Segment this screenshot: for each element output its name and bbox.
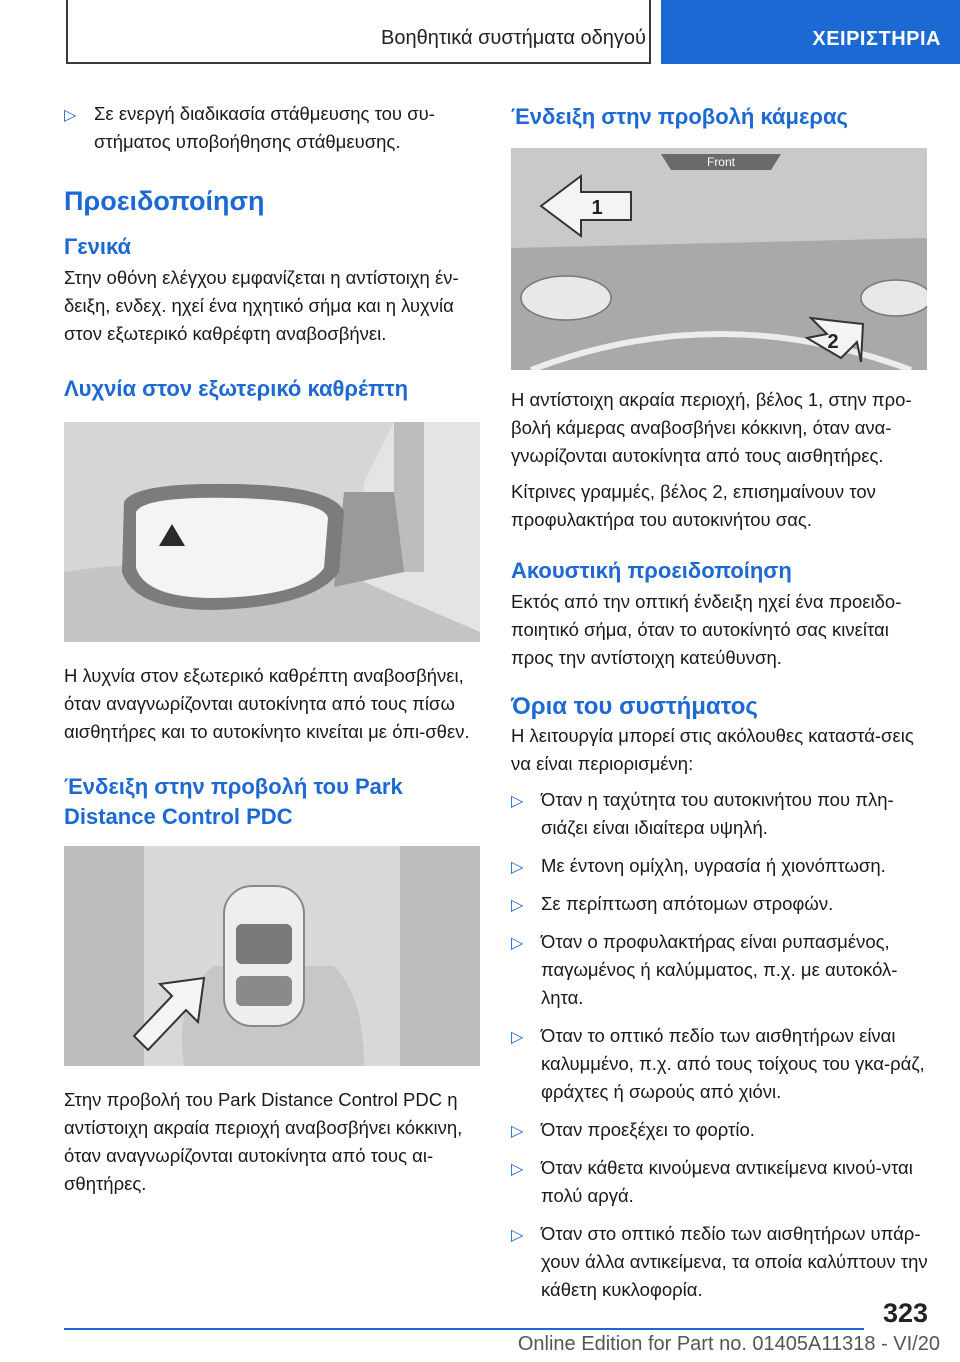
arrow-1-label: 1: [591, 197, 603, 219]
page-number: 323: [882, 1298, 928, 1328]
triangle-bullet-icon: ▷: [64, 107, 77, 124]
triangle-bullet-icon: ▷: [511, 793, 524, 810]
paragraph-pdc: Στην προβολή του Park Distance Control PDC η αντίστοιχη ακραία περιοχή αναβοσβήνει κόκκινη, όταν αναγνωρίζονται αυτοκίνητα από τους αι-σθητήρες.: [64, 1089, 463, 1194]
pdc-illustration: [64, 846, 480, 1066]
triangle-bullet-icon: ▷: [511, 897, 524, 914]
list-item: ▷ Όταν προεξέχει το φορτίο.: [511, 1116, 931, 1144]
arrow-2-label: 2: [827, 331, 839, 353]
paragraph-acoustic: Εκτός από την οπτική ένδειξη ηχεί ένα προειδο-ποιητικό σήμα, όταν το αυτοκίνητό σας κινείται προς την αντίστοιχη κατεύθυνση.: [511, 591, 902, 668]
section-title: Βοηθητικά συστήματα οδηγού: [381, 27, 646, 49]
paragraph-general: Στην οθόνη ελέγχου εμφανίζεται η αντίστοιχη έν-δειξη, ενδεχ. ηχεί ένα ηχητικό σήμα και η λυχνία στον εξωτερικό καθρέφτη αναβοσβήνει.: [64, 267, 459, 344]
paragraph-limits: Η λειτουργία μπορεί στις ακόλουθες καταστά-σεις να είναι περιορισμένη:: [511, 725, 914, 774]
paragraph-camera-1: Η αντίστοιχη ακραία περιοχή, βέλος 1, στην προ-βολή κάμερας αναβοσβήνει κόκκινη, όταν ανα-γνωρίζονται αυτοκίνητα από τους αισθητήρες.: [511, 389, 912, 466]
list-item: ▷ Όταν το οπτικό πεδίο των αισθητήρων είναι καλυμμένο, π.χ. από τους τοίχους του γκα-ράζ, φράχτες ή σωρούς από χιόνι.: [511, 1025, 925, 1102]
heading-camera: Ένδειξη στην προβολή κάμερας: [511, 104, 848, 129]
triangle-bullet-icon: ▷: [511, 1161, 524, 1178]
camera-illustration: [511, 148, 927, 370]
list-item: ▷ Σε ενεργή διαδικασία στάθμευσης του συ-στήματος υποβοήθησης στάθμευσης.: [64, 103, 435, 152]
triangle-bullet-icon: ▷: [511, 935, 524, 952]
heading-limits: Όρια του συστήματος: [511, 693, 758, 720]
triangle-bullet-icon: ▷: [511, 1029, 524, 1046]
heading-mirror-light: Λυχνία στον εξωτερικό καθρέπτη: [64, 376, 409, 401]
edition-text: Online Edition for Part no. 01405A11318 - VI/20: [517, 1333, 940, 1355]
paragraph-camera-2: Κίτρινες γραμμές, βέλος 2, επισημαίνουν τον προφυλακτήρα του αυτοκινήτου σας.: [511, 481, 876, 530]
list-item: ▷ Με έντονη ομίχλη, υγρασία ή χιονόπτωση.: [511, 852, 931, 880]
triangle-bullet-icon: ▷: [511, 859, 524, 876]
mirror-illustration: [64, 422, 480, 642]
heading-pdc: Ένδειξη στην προβολή του Park Distance Control PDC: [64, 774, 403, 829]
list-item: ▷ Όταν η ταχύτητα του αυτοκινήτου που πλη-σιάζει είναι ιδιαίτερα υψηλή.: [511, 789, 894, 838]
camera-front-label: Front: [706, 155, 736, 169]
triangle-bullet-icon: ▷: [511, 1227, 524, 1244]
heading-acoustic: Ακουστική προειδοποίηση: [511, 558, 792, 583]
list-item: ▷ Όταν στο οπτικό πεδίο των αισθητήρων υπάρ-χουν άλλα αντικείμενα, τα οποία καλύπτουν την κάθετη κυκλοφορία.: [511, 1223, 928, 1300]
list-item: ▷ Σε περίπτωση απότομων στροφών.: [511, 890, 931, 918]
heading-warning: Προειδοποίηση: [64, 186, 265, 216]
footer-divider: [64, 1328, 864, 1330]
triangle-bullet-icon: ▷: [511, 1123, 524, 1140]
limits-list: [511, 786, 931, 1304]
heading-general: Γενικά: [64, 234, 132, 259]
paragraph-mirror-light: Η λυχνία στον εξωτερικό καθρέπτη αναβοσβήνει, όταν αναγνωρίζονται αυτοκίνητα από τους πίσω αισθητήρες και το αυτοκίνητο κινείται με όπι-σθεν.: [64, 665, 470, 742]
left-column: [64, 100, 484, 1198]
chapter-tab-label: ΧΕΙΡΙΣΤΗΡΙΑ: [812, 28, 941, 50]
list-item: ▷ Όταν κάθετα κινούμενα αντικείμενα κινού-νται πολύ αργά.: [511, 1157, 913, 1206]
right-column: [511, 100, 931, 1314]
list-item: ▷ Όταν ο προφυλακτήρας είναι ρυπασμένος, παγωμένος ή καλύμματος, π.χ. με αυτοκόλ-λητα.: [511, 931, 898, 1008]
